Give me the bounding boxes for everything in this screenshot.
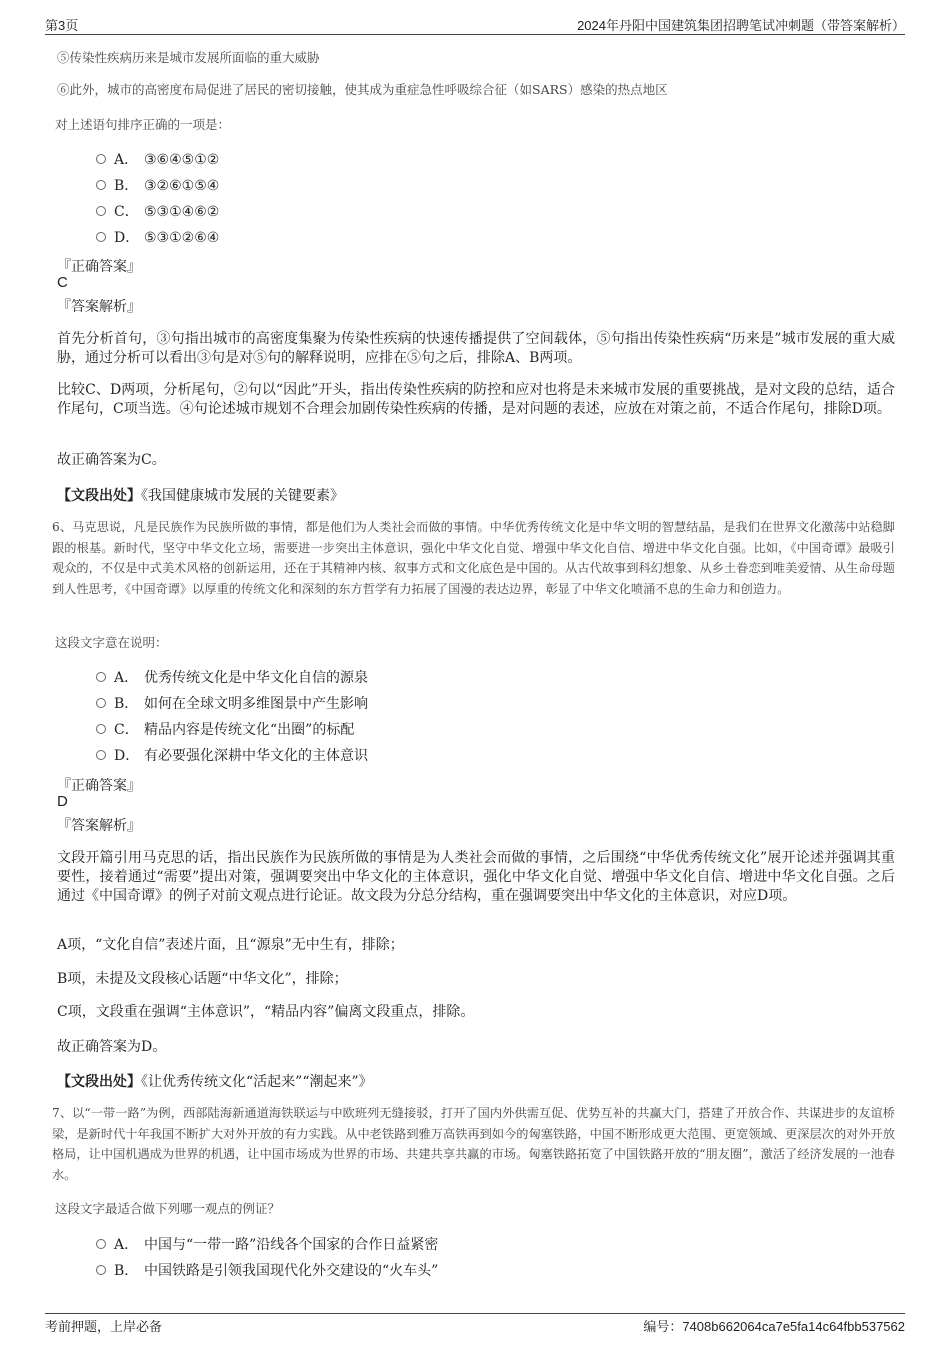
option-d[interactable]: D． ⑤③①②⑥④	[96, 227, 219, 249]
radio-button[interactable]	[96, 232, 106, 242]
source-title: 《我国健康城市发展的关键要素》	[141, 488, 344, 504]
option-b[interactable]: B． 中国铁路是引领我国现代化外交建设的“火车头”	[96, 1260, 438, 1282]
radio-button[interactable]	[96, 154, 106, 164]
analysis-conclusion: 故正确答案为C。	[57, 452, 166, 468]
statement-5: ⑤传染性疾病历来是城市发展所面临的重大威胁	[57, 50, 320, 65]
source-citation	[57, 485, 344, 505]
analysis-paragraph: 文段开篇引用马克思的话，指出民族作为民族所做的事情是为人类社会而做的事情，之后围绕“中华优秀传统文化”展开论述并强调其重要性，接着通过“需要”提出对策，强调要突出中华文化的主体意识，强化中华文化自觉、增强中华文化自信、增进中华文化自强。之后通过《中国奇谭》的例子对前文观点进行论证。故文段为分总分结构，重在强调要突出中华文化的主体意识，对应D项。	[57, 850, 895, 904]
document-title: 2024年丹阳中国建筑集团招聘笔试冲刺题（带答案解析）	[577, 18, 905, 33]
option-b[interactable]: B． 如何在全球文明多维图景中产生影响	[96, 693, 368, 715]
analysis-option-c: C项，文段重在强调“主体意识”，“精品内容”偏离文段重点，排除。	[57, 1004, 475, 1020]
document-id: 编号：7408b662064ca7e5fa14c64fbb537562	[643, 1319, 905, 1334]
option-a[interactable]: A． 中国与“一带一路”沿线各个国家的合作日益紧密	[96, 1234, 438, 1256]
correct-answer: D	[57, 793, 68, 810]
analysis-option-a: A项，“文化自信”表述片面，且“源泉”无中生有，排除；	[57, 937, 404, 953]
analysis-conclusion: 故正确答案为D。	[57, 1039, 167, 1055]
source-label: 【文段出处】	[57, 488, 141, 504]
statement-6: ⑥此外，城市的高密度布局促进了居民的密切接触，使其成为重症急性呼吸综合征（如SARS）感染的热点地区	[57, 82, 668, 97]
radio-button[interactable]	[96, 724, 106, 734]
question-prompt: 这段文字最适合做下列哪一观点的例证？	[55, 1201, 281, 1216]
question-text: 7、以“一带一路”为例，西部陆海新通道海铁联运与中欧班列无缝接驳，打开了国内外供需互促、优势互补的共赢大门，搭建了开放合作、共谋进步的友谊桥梁，是新时代十年我国不断扩大对外开放的有力实践。从中老铁路到雅万高铁再到如今的匈塞铁路，中国不断形成更大范围、更宽领域、更深层次的对外开放格局，让中国机遇成为世界的机遇，让中国市场成为世界的市场、共建共享共赢的市场。匈塞铁路拓宽了中国铁路开放的“朋友圈”，激活了经济发展的一池春水。	[52, 1106, 895, 1182]
radio-button[interactable]	[96, 206, 106, 216]
correct-answer: C	[57, 274, 68, 291]
analysis-label: 『答案解析』	[57, 818, 141, 834]
option-c[interactable]: C． ⑤③①④⑥②	[96, 201, 219, 223]
question-prompt: 这段文字意在说明：	[55, 635, 168, 650]
page-header	[45, 12, 905, 35]
answer-label: 『正确答案』	[57, 778, 141, 794]
analysis-paragraph: 首先分析首句，③句指出城市的高密度集聚为传染性疾病的快速传播提供了空间载体，⑤句指出传染性疾病“历来是”城市发展的重大威胁，通过分析可以看出③句是对⑤句的解释说明，应排在⑤句之后，排除A、B两项。	[57, 331, 895, 366]
radio-button[interactable]	[96, 1265, 106, 1275]
analysis-paragraph: 比较C、D两项，分析尾句，②句以“因此”开头，指出传染性疾病的防控和应对也将是未来城市发展的重要挑战，是对文段的总结，适合作尾句，C项当选。④句论述城市规划不合理会加剧传染性疾病的传播，是对问题的表述，应放在对策之前，不适合作尾句，排除D项。	[57, 382, 895, 417]
radio-button[interactable]	[96, 698, 106, 708]
question-prompt: 对上述语句排序正确的一项是：	[55, 117, 231, 132]
option-a[interactable]: A． ③⑥④⑤①②	[96, 149, 219, 171]
option-d[interactable]: D． 有必要强化深耕中华文化的主体意识	[96, 745, 368, 767]
page-number: 第3页	[45, 18, 79, 33]
option-c[interactable]: C． 精品内容是传统文化“出圈”的标配	[96, 719, 354, 741]
footer-slogan: 考前押题，上岸必备	[45, 1319, 163, 1334]
source-label: 【文段出处】	[57, 1074, 141, 1090]
radio-button[interactable]	[96, 672, 106, 682]
option-b[interactable]: B． ③②⑥①⑤④	[96, 175, 219, 197]
page-footer	[45, 1313, 905, 1334]
analysis-option-b: B项，未提及文段核心话题“中华文化”，排除；	[57, 971, 348, 987]
source-citation	[57, 1071, 373, 1091]
option-a[interactable]: A． 优秀传统文化是中华文化自信的源泉	[96, 667, 368, 689]
radio-button[interactable]	[96, 180, 106, 190]
answer-label: 『正确答案』	[57, 259, 141, 275]
analysis-label: 『答案解析』	[57, 299, 141, 315]
source-title: 《让优秀传统文化“活起来”“潮起来”》	[141, 1074, 373, 1090]
question-text: 6、马克思说，凡是民族作为民族所做的事情，都是他们为人类社会而做的事情。中华优秀传统文化是中华文明的智慧结晶，是我们在世界文化激荡中站稳脚跟的根基。新时代，坚守中华文化立场，需要进一步突出主体意识，强化中华文化自觉、增强中华文化自信、增进中华文化自强。比如，《中国奇谭》最吸引观众的，不仅是中式美术风格的创新运用，还在于其精神内核、叙事方式和文化底色是中国的。从古代故事到科幻想象、从乡土眷恋到唯美爱情、从生命母题到人性思考，《中国奇谭》以厚重的传统文化和深刻的东方哲学有力拓展了国漫的表达边界，彰显了中华文化喷涌不息的生命力和创造力。	[52, 520, 895, 596]
radio-button[interactable]	[96, 1239, 106, 1249]
radio-button[interactable]	[96, 750, 106, 760]
